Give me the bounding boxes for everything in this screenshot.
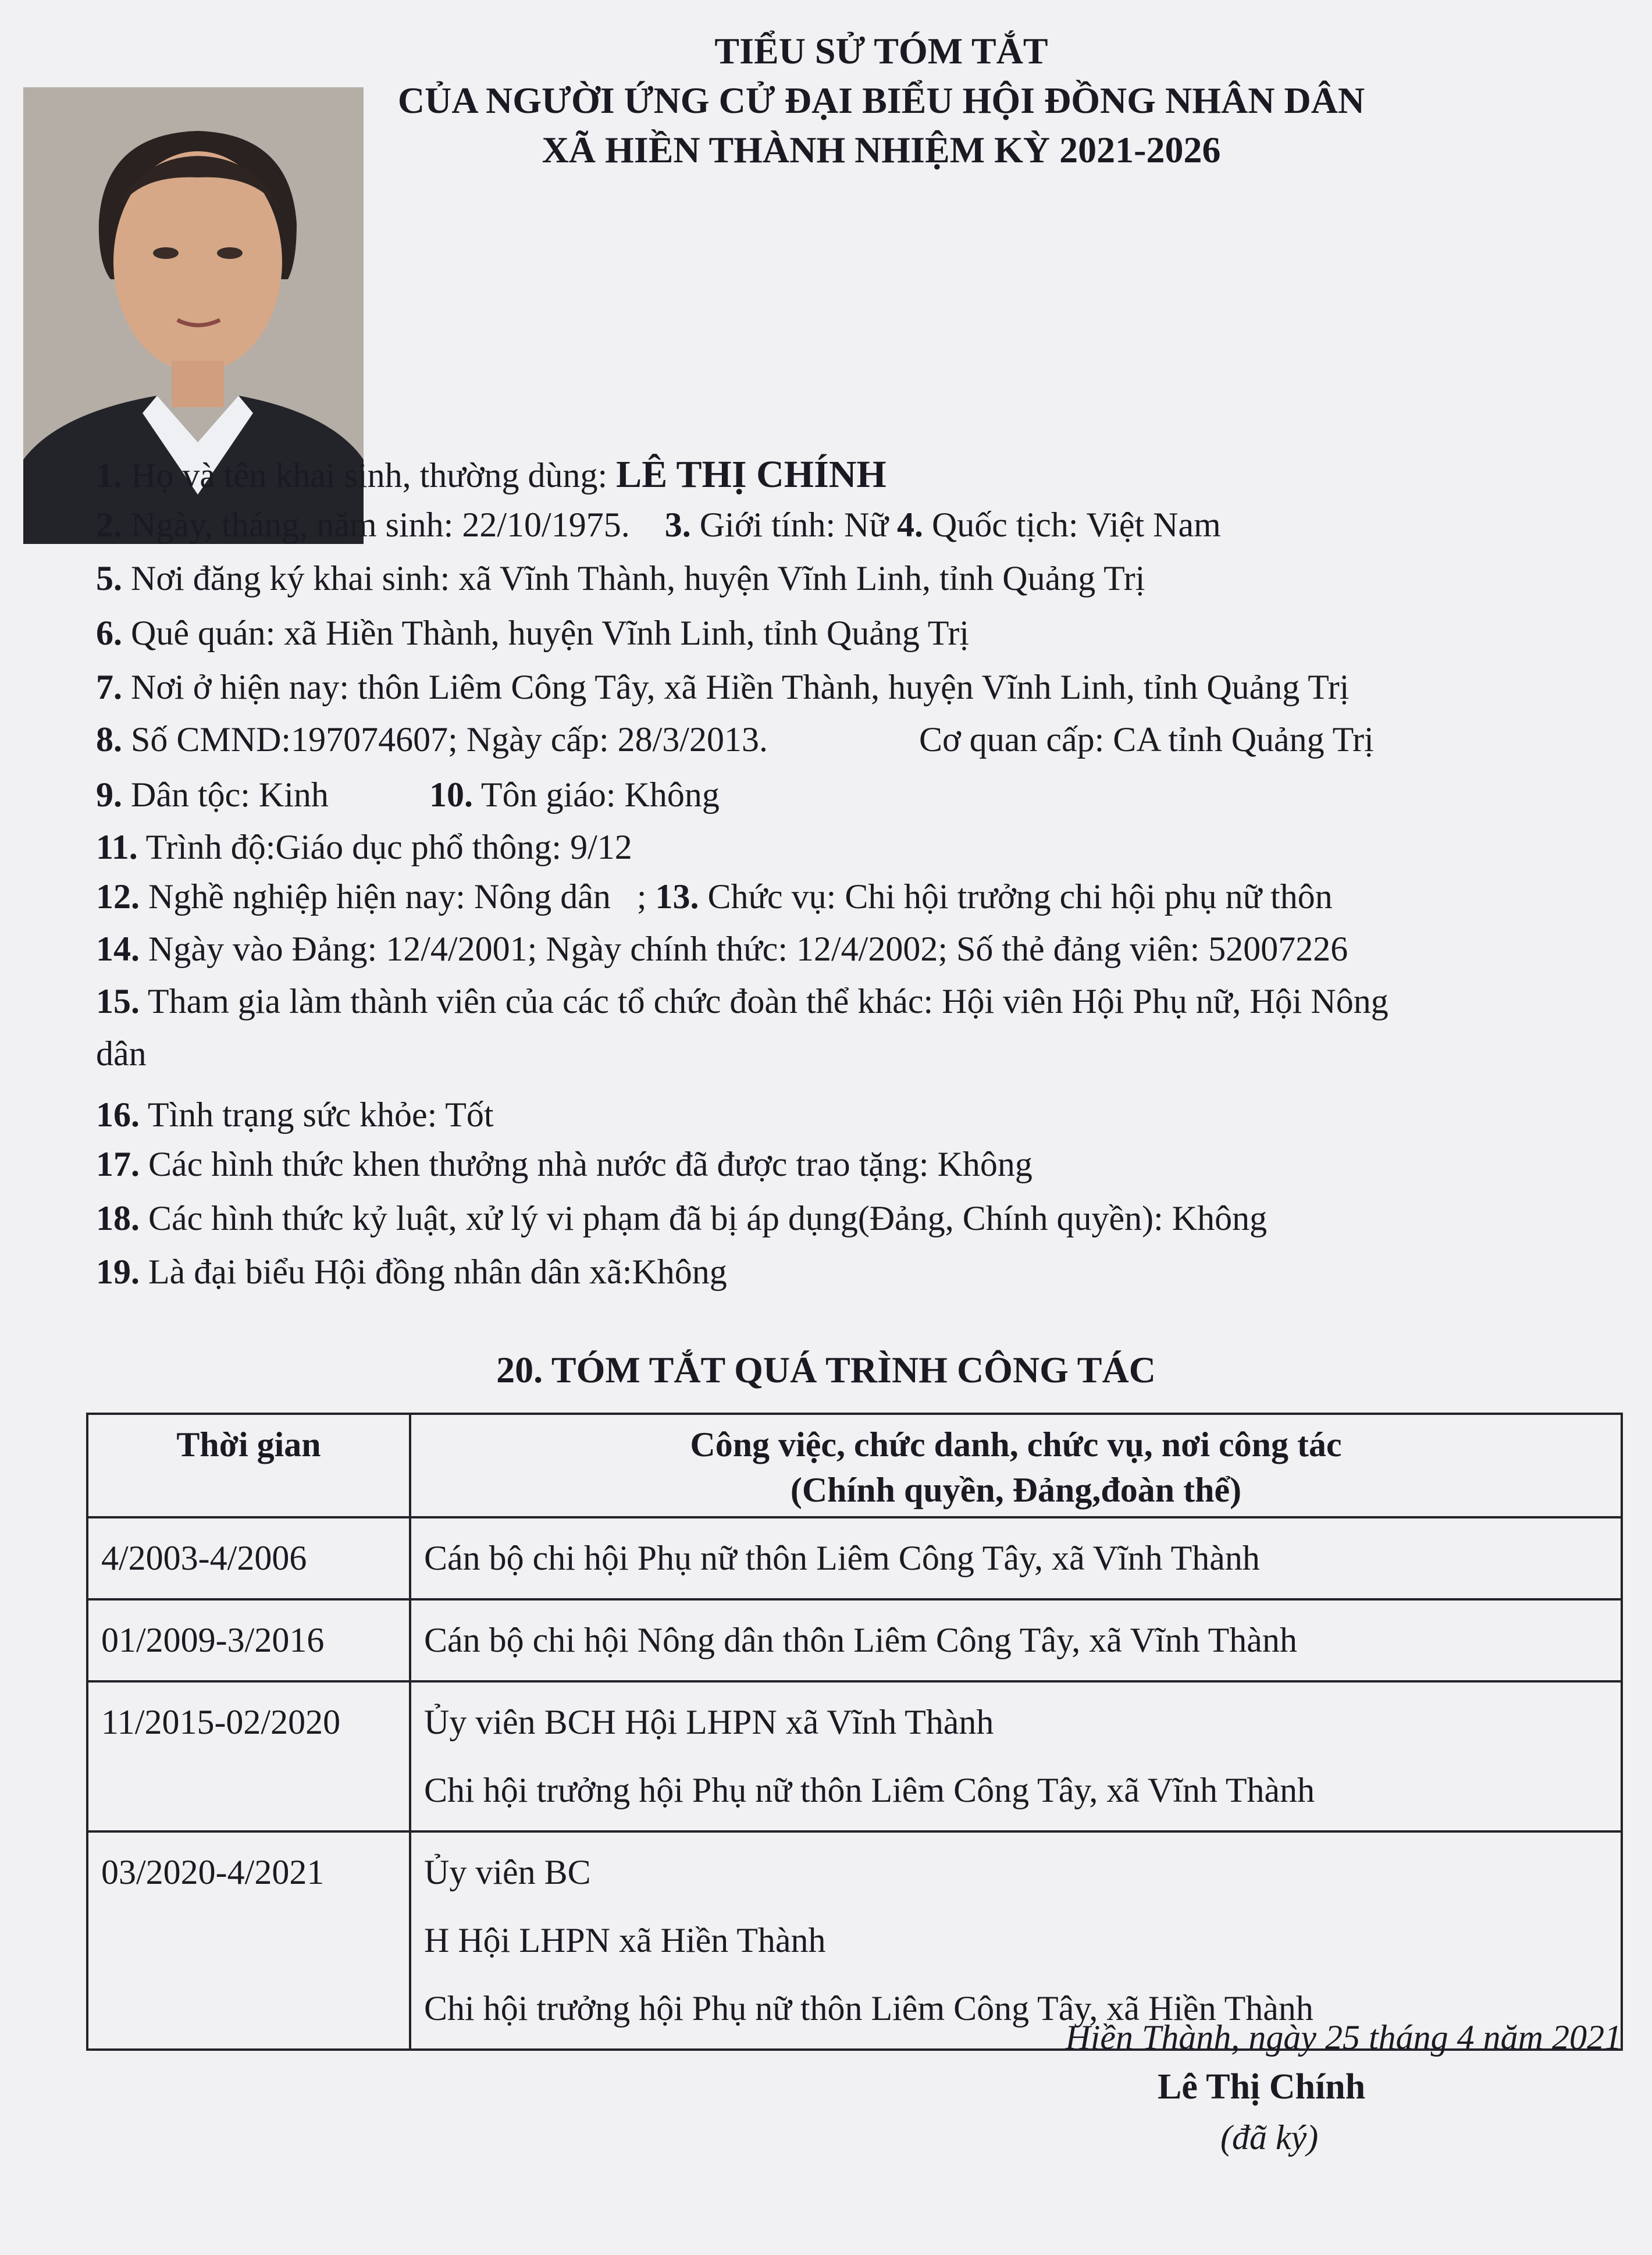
field-number: 1.	[96, 456, 122, 495]
field-discipline	[96, 1197, 1267, 1239]
heading-line-3: XÃ HIỀN THÀNH NHIỆM KỲ 2021-2026	[542, 129, 1221, 171]
field-hometown	[96, 612, 969, 654]
field-number: 15.	[96, 982, 140, 1020]
field-health	[96, 1094, 494, 1136]
work-history-table	[86, 1413, 1623, 2051]
row-time: 03/2020-4/2021	[87, 1831, 410, 2050]
field-label: Tôn giáo: Không	[473, 776, 720, 814]
table-row	[87, 1831, 1622, 2050]
field-label: Tham gia làm thành viên của các tổ chức đoàn thể khác: Hội viên Hội Phụ nữ, Hội Nông	[140, 982, 1388, 1020]
field-occupation: Nghề nghiệp hiện nay: Nông dân ;	[140, 877, 656, 916]
header-job-line-2: (Chính quyền, Đảng,đoàn thể)	[790, 1471, 1242, 1509]
field-birthdate: Ngày, tháng, năm sinh: 22/10/1975.	[122, 506, 630, 544]
field-number: 16.	[96, 1096, 140, 1134]
table-row	[87, 1681, 1622, 1831]
row-job-line: Chi hội trưởng hội Phụ nữ thôn Liêm Công Tây, xã Hiền Thành	[424, 1989, 1313, 2028]
field-number: 9.	[96, 776, 122, 814]
field-position: Chức vụ: Chi hội trưởng chi hội phụ nữ thôn	[699, 877, 1333, 916]
header-job-line-1: Công việc, chức danh, chức vụ, nơi công tác	[690, 1425, 1342, 1464]
field-organizations-continued	[96, 1033, 147, 1075]
row-job-line: Ủy viên BCH Hội LHPN xã Vĩnh Thành	[424, 1703, 994, 1741]
row-job	[410, 1681, 1622, 1831]
field-ethnicity	[96, 774, 329, 816]
field-number: 7.	[96, 668, 122, 706]
heading-line-2: CỦA NGƯỜI ỨNG CỬ ĐẠI BIỂU HỘI ĐỒNG NHÂN DÂN	[397, 80, 1365, 122]
field-number: 14.	[96, 930, 140, 968]
field-number: 6.	[96, 614, 122, 652]
field-number: 3.	[664, 506, 691, 544]
field-full-name	[96, 451, 886, 497]
field-label: Các hình thức khen thưởng nhà nước đã được trao tặng: Không	[140, 1145, 1032, 1183]
field-organizations	[96, 980, 1388, 1022]
field-label: Ngày vào Đảng: 12/4/2001; Ngày chính thức: 12/4/2002; Số thẻ đảng viên: 52007226	[140, 930, 1348, 968]
row-time: 11/2015-02/2020	[87, 1681, 410, 1831]
field-number: 17.	[96, 1145, 140, 1183]
field-number: 5.	[96, 559, 122, 597]
row-job	[410, 1831, 1622, 2050]
row-job	[410, 1599, 1622, 1681]
header-job	[410, 1414, 1622, 1517]
field-education	[96, 826, 632, 868]
work-history-title: 20. TÓM TẮT QUÁ TRÌNH CÔNG TÁC	[496, 1349, 1156, 1390]
row-time: 4/2003-4/2006	[87, 1517, 410, 1599]
field-label: Trình độ:Giáo dục phổ thông: 9/12	[137, 828, 632, 866]
candidate-name: LÊ THỊ CHÍNH	[616, 453, 886, 496]
field-gender: Giới tính: Nữ	[690, 506, 897, 544]
field-birth-registration	[96, 557, 1145, 599]
field-label: Là đại biểu Hội đồng nhân dân xã:Không	[140, 1253, 727, 1291]
field-birth-gender-nationality	[96, 504, 1221, 546]
field-number: 19.	[96, 1253, 140, 1291]
signed-note: (đã ký)	[1220, 2118, 1319, 2157]
row-time: 01/2009-3/2016	[87, 1599, 410, 1681]
signer-name: Lê Thị Chính	[1158, 2067, 1366, 2107]
row-job-line: Cán bộ chi hội Phụ nữ thôn Liêm Công Tây, xã Vĩnh Thành	[424, 1539, 1260, 1577]
field-label: Tình trạng sức khỏe: Tốt	[140, 1096, 494, 1134]
field-number: 13.	[655, 877, 699, 916]
field-id-number: Số CMND:197074607; Ngày cấp: 28/3/2013.	[122, 720, 768, 759]
field-council-delegate	[96, 1251, 727, 1293]
row-job-line: H Hội LHPN xã Hiền Thành	[424, 1921, 826, 1959]
field-label: Nơi ở hiện nay: thôn Liêm Công Tây, xã Hiền Thành, huyện Vĩnh Linh, tỉnh Quảng Trị	[122, 668, 1350, 706]
header-time-label: Thời gian	[176, 1425, 321, 1464]
field-religion	[429, 774, 720, 816]
field-number: 4.	[896, 506, 923, 544]
field-party-membership	[96, 928, 1348, 970]
field-label: Cơ quan cấp: CA tỉnh Quảng Trị	[919, 720, 1374, 759]
field-awards	[96, 1143, 1032, 1185]
field-number: 12.	[96, 877, 140, 916]
header-time	[87, 1414, 410, 1517]
field-label: Nơi đăng ký khai sinh: xã Vĩnh Thành, huyện Vĩnh Linh, tỉnh Quảng Trị	[122, 559, 1145, 597]
table-header-row	[87, 1414, 1622, 1517]
field-nationality: Quốc tịch: Việt Nam	[923, 506, 1221, 544]
field-label: Dân tộc: Kinh	[122, 776, 329, 814]
field-number: 11.	[96, 828, 138, 866]
field-number: 2.	[96, 506, 122, 544]
field-label: Quê quán: xã Hiền Thành, huyện Vĩnh Linh, tỉnh Quảng Trị	[122, 614, 969, 652]
field-number: 10.	[429, 776, 473, 814]
field-label: Họ và tên khai sinh, thường dùng:	[122, 456, 617, 495]
field-id-issuer	[919, 719, 1374, 760]
field-label-continued: dân	[96, 1034, 147, 1073]
row-job-line: Cán bộ chi hội Nông dân thôn Liêm Công Tây, xã Vĩnh Thành	[424, 1621, 1297, 1659]
row-job-line: Ủy viên BC	[424, 1853, 591, 1891]
table-row	[87, 1599, 1622, 1681]
field-label: Các hình thức kỷ luật, xử lý vi phạm đã bị áp dụng(Đảng, Chính quyền): Không	[140, 1199, 1268, 1237]
heading-line-1: TIỂU SỬ TÓM TẮT	[714, 30, 1048, 72]
document-heading	[372, 26, 1390, 175]
row-job	[410, 1517, 1622, 1599]
table-row	[87, 1517, 1622, 1599]
field-number: 8.	[96, 720, 122, 759]
place-date-line: Hiền Thành, ngày 25 tháng 4 năm 2021	[1065, 2018, 1622, 2057]
row-job-line: Chi hội trưởng hội Phụ nữ thôn Liêm Công Tây, xã Vĩnh Thành	[424, 1771, 1315, 1809]
field-occupation-position	[96, 876, 1333, 917]
field-id-card	[96, 719, 768, 760]
field-current-residence	[96, 666, 1349, 708]
field-number: 18.	[96, 1199, 140, 1237]
